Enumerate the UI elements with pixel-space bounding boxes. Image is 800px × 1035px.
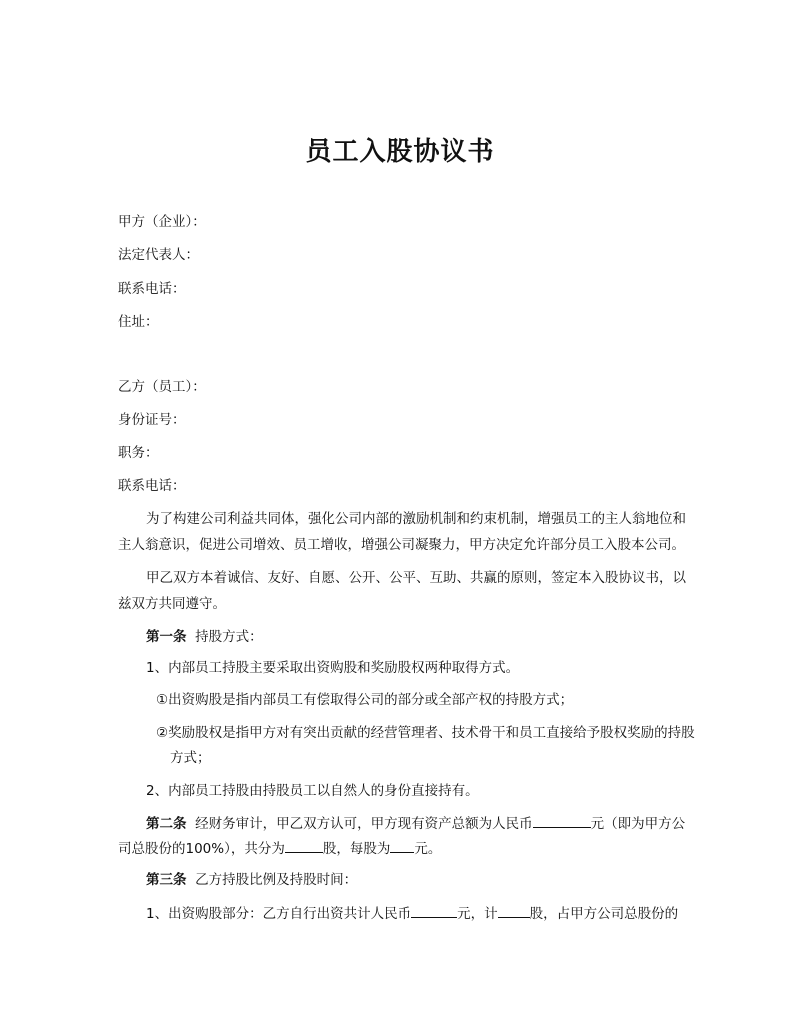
- total-shares-blank: [285, 838, 323, 853]
- article2-heading: 第二条: [146, 816, 187, 832]
- article1-sub2-line1: ②奖励股权是指甲方对有突出贡献的经营管理者、技术骨干和员工直接给予股权奖励的持股: [156, 725, 695, 741]
- article3-heading: 第三条: [146, 872, 187, 888]
- party-b-id-label: 身份证号：: [118, 412, 186, 428]
- page-title: 员工入股协议书: [305, 137, 495, 167]
- article3-text-1a: 1、出资购股部分：乙方自行出资共计人民币: [146, 906, 412, 922]
- party-a-address-label: 住址：: [118, 314, 159, 330]
- article1-item2: 2、内部员工持股由持股员工以自然人的身份直接持有。: [146, 783, 479, 799]
- article1-sub2-line2: 方式；: [170, 750, 211, 766]
- article1-heading-line: [146, 627, 263, 647]
- total-assets-blank: [533, 813, 591, 828]
- article1-item1: 1、内部员工持股主要采取出资购股和奖励股权两种取得方式。: [146, 660, 520, 676]
- party-b-phone-label: 联系电话：: [118, 478, 186, 494]
- article2-text-2b: 股，每股为: [322, 841, 391, 857]
- intro-p2-line1: 甲乙双方本着诚信、友好、自愿、公开、公平、互助、共赢的原则，签定本入股协议书，以: [146, 570, 686, 586]
- article2-text-2a: 司总股份的100%），共分为: [118, 841, 285, 857]
- article3-text-1b: 元，计: [457, 906, 498, 922]
- party-a-phone-label: 联系电话：: [118, 281, 186, 297]
- article2-text-1a: 经财务审计，甲乙双方认可，甲方现有资产总额为人民币: [195, 816, 533, 832]
- purchase-shares-blank: [498, 903, 530, 918]
- intro-p1-line2: 主人翁意识，促进公司增效、员工增收，增强公司凝聚力，甲方决定允许部分员工入股本公司。: [118, 537, 685, 553]
- article3-text-1c: 股，占甲方公司总股份的: [529, 906, 679, 922]
- party-a-rep-label: 法定代表人：: [118, 247, 199, 263]
- intro-p2-line2: 兹双方共同遵守。: [118, 596, 226, 612]
- intro-p1-line1: 为了构建公司利益共同体，强化公司内部的激励机制和约束机制，增强员工的主人翁地位和: [146, 511, 686, 527]
- article1-title: 持股方式：: [195, 629, 263, 645]
- article1-heading: 第一条: [146, 629, 187, 645]
- article2-text-1b: 元（即为甲方公: [590, 816, 686, 832]
- purchase-amount-blank: [411, 903, 457, 918]
- article2-line1: [146, 813, 685, 834]
- article3-heading-line: [146, 870, 357, 890]
- article2-text-2c: 元。: [414, 841, 442, 857]
- article2-line2: [118, 838, 441, 859]
- share-price-blank: [390, 838, 414, 853]
- article3-title: 乙方持股比例及持股时间：: [195, 872, 358, 888]
- article1-sub1: ①出资购股是指内部员工有偿取得公司的部分或全部产权的持股方式；: [156, 692, 574, 708]
- party-b-name-label: 乙方（员工）：: [118, 379, 206, 395]
- party-b-job-label: 职务：: [118, 445, 159, 461]
- article3-item1: [146, 903, 678, 924]
- party-a-name-label: 甲方（企业）：: [118, 214, 206, 230]
